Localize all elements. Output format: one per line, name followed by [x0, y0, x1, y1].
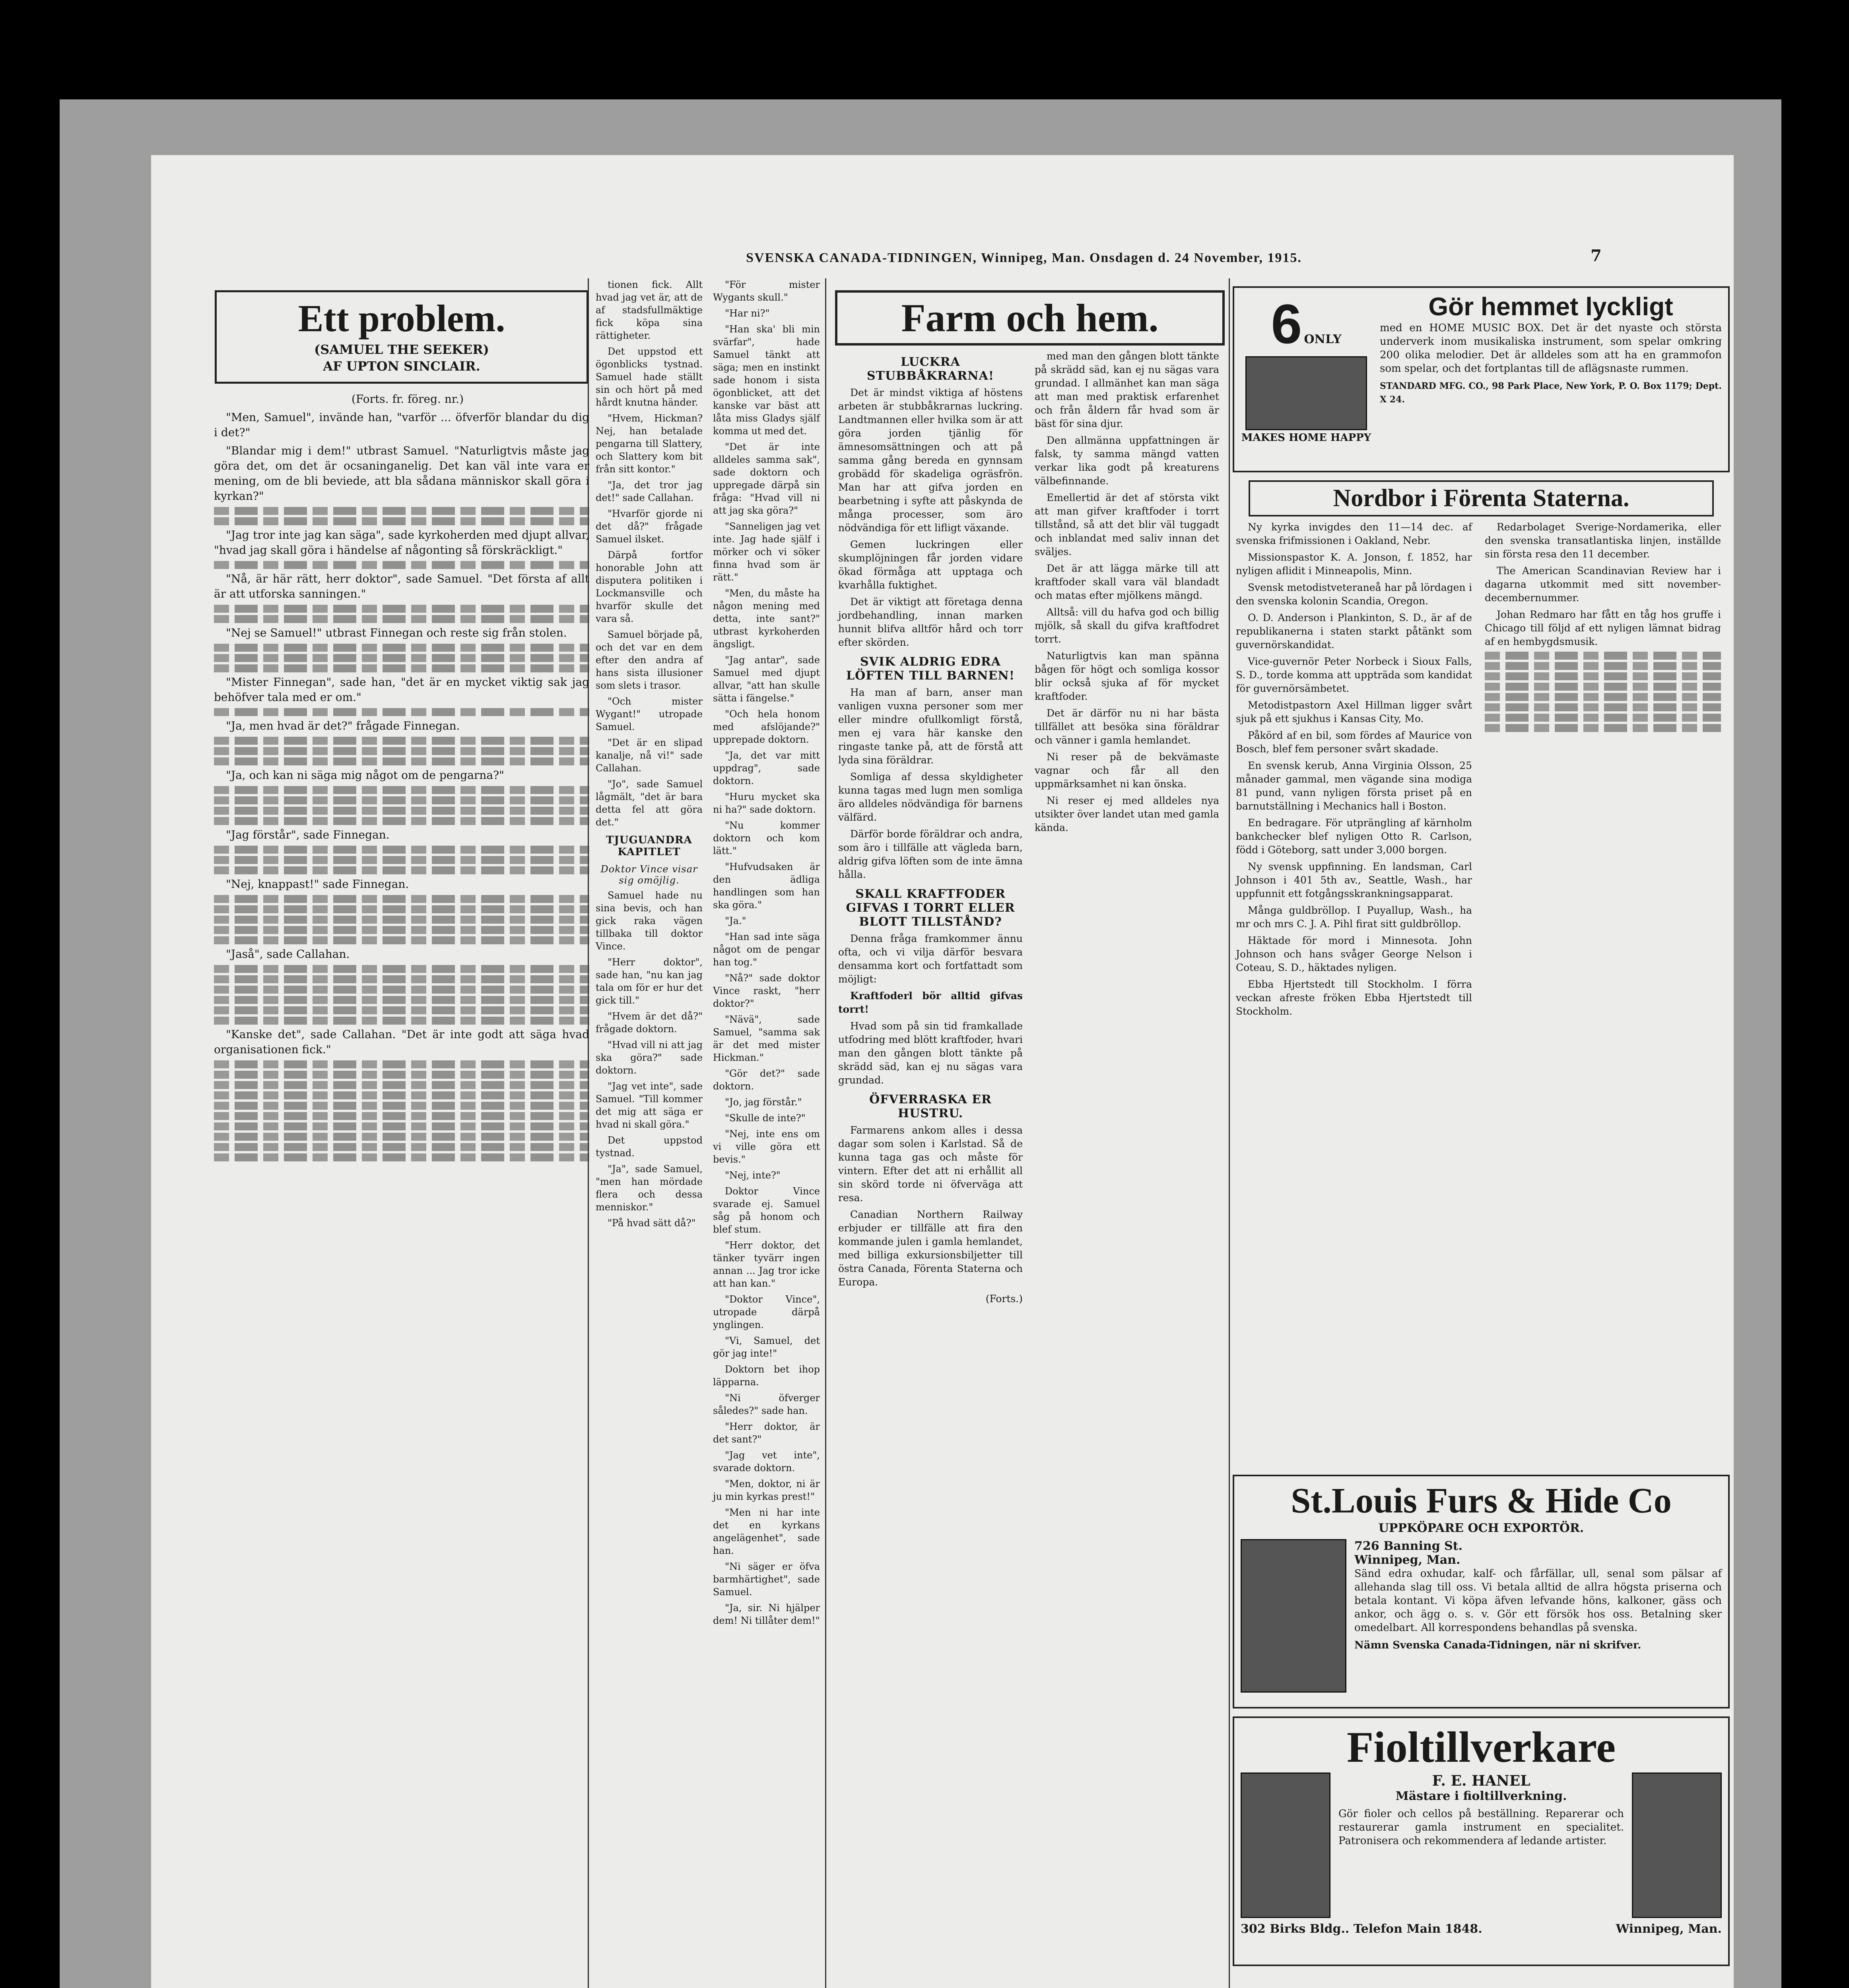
furs-body: Sänd edra oxhudar, kalf- och fårfällar, ull, senal som pälsar af allehanda slag till oss. Vi betala alltid de allra högsta priserna och betala kontant. Vi köpa äfven lefvande höns, kalkoner, gäss och ankor, och ägg o. s. v. Gör ett försök hos oss. Betalning sker omedelbart. All korrespondens behandlas på svenska. — [1354, 1568, 1722, 1634]
paragraph: "Men, Samuel", invände han, "varför ... öfverför blandar du dig i det?" — [214, 411, 589, 439]
text-line — [1485, 683, 1721, 691]
section-heading: SKALL KRAFTFODER GIFVAS I TORRT ELLER BLOTT TILLSTÅND? — [846, 887, 1015, 929]
paragraph: "Nå, är här rätt, herr doktor", sade Samuel. "Det första af allt är att utforska sanningen." — [214, 572, 589, 600]
text-line — [214, 1081, 589, 1089]
text-line — [214, 1006, 589, 1014]
paragraph: "Mister Finnegan", sade han, "det är en mycket viktig sak jag behöfver tala med er om." — [214, 676, 589, 704]
violin-footer — [1241, 1922, 1722, 1936]
paragraph: Farmarens ankom alles i dessa dagar som solen i Karlstad. Så de kunna taga gas och måste för vintern. Efter det att ni erhållit all sin skörd torde ni öfverväga att resa. — [838, 1124, 1023, 1204]
text-line — [214, 615, 589, 623]
paragraph: "Hvad vill ni att jag ska göra?" sade doktorn. — [596, 1039, 703, 1076]
paragraph: "Vi, Samuel, det gör jag inte!" — [713, 1335, 820, 1359]
text-line — [214, 747, 589, 755]
paragraph: "Jaså", sade Callahan. — [226, 947, 350, 961]
nordbor-header — [1249, 480, 1714, 516]
paragraph: "Ja, det var mitt uppdrag", sade doktorn. — [713, 750, 820, 786]
page-number: 7 — [1591, 247, 1602, 265]
text-line — [214, 561, 589, 569]
music-box-footer: STANDARD MFG. CO., 98 Park Place, New York, P. O. Box 1179; Dept. X 24. — [1380, 381, 1722, 405]
news-item: Vice-guvernör Peter Norbeck i Sioux Falls, S. D., torde komma att uppträda som kandidat för guvernörsämbetet. — [1236, 656, 1472, 694]
furs-body-row — [1241, 1539, 1722, 1693]
paragraph: Doktor Vince svarade ej. Samuel såg på honom och blef stum. — [713, 1186, 820, 1235]
paragraph: "Ni öfverger således?" sade han. — [713, 1392, 820, 1416]
news-item: Ebba Hjertstedt till Stockholm. I förra veckan afreste fröken Ebba Hjertstedt till Stockholm. — [1236, 978, 1472, 1017]
furs-text — [1354, 1539, 1722, 1693]
column-serial — [211, 278, 592, 1857]
paragraph: "Ja, det tror jag det!" sade Callahan. — [596, 480, 703, 503]
chapter-heading: TJUGUANDRA KAPITLET — [606, 834, 692, 858]
column-serial-continued-b — [710, 278, 823, 1857]
paragraph: "Det är inte alldeles samma sak", sade doktorn och uppregade därpå sin fråga: "Hvad vill ni att jag ska göra?" — [713, 441, 820, 516]
continued-marker: (Forts.) — [985, 1293, 1023, 1305]
paragraph: Det är viktigt att företaga denna jordbehandling, innan marken hunnit blifva alltför hård och torr efter skörden. — [838, 596, 1023, 648]
paragraph: Samuel började på, och det var en dem efter den andra af hans sista illusioner som slets i trasor. — [596, 629, 703, 691]
section-heading: SVIK ALDRIG EDRA LÖFTEN TILL BARNEN! — [846, 655, 1015, 683]
paragraph: "Huru mycket ska ni ha?" sade doktorn. — [713, 791, 820, 815]
text-line — [214, 817, 589, 825]
paragraph: Hvad som på sin tid framkallade utfodring med blött kraftfoder, hvari man den gången blott tänkte på skrädd säd, kan ej nu sägas vara grundad. — [838, 1020, 1023, 1086]
farm-left — [835, 349, 1026, 1309]
paragraph: Därpå fortfor honorable John att disputera politiken i Lockmansville och hvarför skulle det vara så. — [596, 549, 703, 624]
paragraph: Doktorn bet ihop läpparna. — [713, 1364, 820, 1388]
text-line — [1485, 714, 1721, 722]
paper-name: SVENSKA CANADA-TIDNINGEN, — [746, 250, 977, 265]
furs-ad — [1233, 1475, 1730, 1708]
paragraph: "Skulle de inte?" — [725, 1112, 806, 1124]
farm-right — [1031, 349, 1222, 1309]
chapter-subheading: Doktor Vince visar sig omöjlig. — [600, 864, 698, 886]
text-line — [214, 757, 589, 765]
serial-author: AF UPTON SINCLAIR. — [323, 359, 480, 374]
section-heading: ÖFVERRASKA ER HUSTRU. — [869, 1093, 992, 1120]
paragraph: Det är mindst viktiga af höstens arbeten är stubbåkrarnas luckring. Landtmannen eller hvilka som är att göra jorden tjänlig för ämnesomsättningen och att på samma gång bereda en gynnsam grobädd för skadeliga ogräsfrön. Man har att gifva jorden en bearbetning i syfte att påskynda de många processer, som äro nödvändiga för ett lifligt växande. — [838, 387, 1023, 534]
farm-columns — [835, 349, 1225, 1309]
text-line — [214, 605, 589, 613]
furs-footer: Nämn Svenska Canada-Tidningen, när ni skrifver. — [1354, 1639, 1641, 1651]
text-line — [214, 1091, 589, 1099]
violinist-picture — [1241, 1773, 1330, 1918]
paragraph: "Ja." — [725, 915, 746, 926]
music-box-right — [1380, 292, 1722, 406]
paragraph: "Herr doktor, det tänker tyvärr ingen annan ... Jag tror icke att han kan." — [713, 1240, 820, 1289]
violin-ad — [1233, 1716, 1730, 1966]
paragraph: "Nu kommer doktorn och kom lätt." — [713, 820, 820, 856]
paragraph: "Jag vet inte", sade Samuel. "Till kommer det mig att säga er hvad ni skall göra." — [596, 1081, 703, 1130]
text-line — [214, 507, 589, 515]
paragraph: "Hvem är det då?" frågade doktorn. — [596, 1011, 703, 1035]
news-item: O. D. Anderson i Plankinton, S. D., är af de republikanerna i staten starkt påtänkt som guvernörskandidat. — [1236, 612, 1472, 650]
text-line — [214, 654, 589, 662]
violin-body: Gör fioler och cellos på beställning. Reparerar och restaurerar gamla instrument en specialitet. Patronisera och rekommendera af ledande artister. — [1338, 1808, 1624, 1847]
serial-title: Ett problem. — [298, 297, 505, 340]
paragraph: "Men, du måste ha någon mening med detta, inte sant?" utbrast kyrkoherden ängsligt. — [713, 588, 820, 650]
paragraph: "Ja, men hvad är det?" frågade Finnegan. — [226, 719, 460, 732]
price-figure: 6 — [1271, 293, 1302, 355]
text-line — [214, 926, 589, 934]
text-line — [214, 737, 589, 745]
text-line — [214, 1143, 589, 1151]
text-line — [1485, 703, 1721, 711]
text-line — [1485, 724, 1721, 732]
paragraph: Det uppstod ett ögonblicks tystnad. Samuel hade ställt sin och hört på med hårdt knutna händer. — [596, 346, 703, 408]
paragraph: "Doktor Vince", utropade därpå ynglingen. — [713, 1294, 820, 1330]
column-rule — [1229, 278, 1230, 1988]
column-rule — [825, 278, 826, 1988]
text-line — [1485, 693, 1721, 701]
text-line — [214, 905, 589, 913]
music-box-left — [1241, 292, 1372, 444]
violinist-picture — [1632, 1773, 1722, 1918]
news-item: Ny kyrka invigdes den 11—14 dec. af svenska frifmissionen i Oakland, Nebr. — [1236, 521, 1472, 546]
text-line — [214, 1122, 589, 1130]
paragraph: Alltså: vill du hafva god och billig mjölk, så skall du gifva kraftfodret torrt. — [1035, 606, 1219, 645]
paragraph: Samuel hade nu sina bevis, och han gick raka vägen tillbaka till doktor Vince. — [596, 890, 703, 952]
news-item: Missionspastor K. A. Jonson, f. 1852, har nyligen aflidit i Minneapolis, Minn. — [1236, 551, 1472, 577]
paragraph: "Nävä", sade Samuel, "samma sak är det med mister Hickman." — [713, 1014, 820, 1063]
place-date: Winnipeg, Man. Onsdagen d. 24 November, 1915. — [981, 250, 1302, 265]
news-item: Många guldbröllop. I Puyallup, Wash., ha mr och mrs C. J. A. Pihl firat sitt guldbröllop. — [1236, 905, 1472, 930]
text-line — [1485, 652, 1721, 660]
news-item: En bedragare. För utprängling af kärnholm bankchecker blef nyligen Otto R. Carlson, född i Göteborg, satt under 3,000 borgen. — [1236, 817, 1472, 856]
paragraph: "Ni säger er öfva barmhärtighet", sade Samuel. — [713, 1561, 820, 1598]
paragraph: Naturligtvis kan man spänna bågen för högt och somliga kossor blir också sjuka af för mycket kraftfoder. — [1035, 650, 1219, 702]
paragraph: Emellertid är det af största vikt att man gifver kraftfoder i torrt tillstånd, så att det blir väl tuggadt och inblandat med saliv innan det sväljes. — [1035, 492, 1219, 557]
paragraph: "Nå?" sade doktor Vince raskt, "herr doktor?" — [713, 973, 820, 1009]
paragraph: Gemen luckringen eller skumplöjningen får jorden vidare ökad förmåga att upptaga och kvarhålla fuktighet. — [838, 539, 1023, 591]
text-line — [214, 965, 589, 973]
paragraph: "Ja, och kan ni säga mig något om de pengarna?" — [226, 769, 504, 782]
text-line — [214, 664, 589, 672]
paragraph: "Herr doktor, är det sant?" — [713, 1421, 820, 1445]
text-line — [1485, 662, 1721, 670]
violin-title: Fioltillverkare — [1346, 1723, 1616, 1771]
text-line — [214, 796, 589, 804]
paragraph: "Nej, inte?" — [725, 1170, 781, 1181]
column-farm — [835, 278, 1225, 1857]
news-item: En svensk kerub, Anna Virginia Olsson, 25 månader gammal, men vägande sina modiga 81 pund, vann nyligen första priset på en barnutställning i Mechanics hall i Boston. — [1236, 760, 1472, 812]
paragraph: Därför borde föräldrar och andra, som äro i tillfälle att vägleda barn, aldrig gifva löften som de inte ämna hålla. — [838, 828, 1023, 880]
paragraph: "Har ni?" — [725, 308, 770, 319]
paragraph: "Jag förstår", sade Finnegan. — [226, 828, 390, 841]
news-item: Svensk metodistveteraneå har på lördagen i den svenska kolonin Scandia, Oregon. — [1236, 582, 1472, 607]
paragraph: Ni reser på de bekvämaste vagnar och får all den uppmärksamhet ni kan önska. — [1035, 751, 1219, 790]
paragraph: "Jo", sade Samuel lågmält, "det är bara detta fel att göra det." — [596, 779, 703, 828]
text-line — [214, 986, 589, 994]
paragraph: med man den gången blott tänkte på skrädd säd, kan ej nu sägas vara grundad. I allmänhet kan man säga att man med praktisk erfarenhet och från åldern får hvad som är bäst för sina djur. — [1035, 350, 1219, 429]
paragraph: "Och hela honom med afslöjande?" upprepade doktorn. — [713, 709, 820, 745]
paragraph: "Hvarför gjorde ni det då?" frågade Samuel ilsket. — [596, 508, 703, 545]
furs-city: Winnipeg, Man. — [1354, 1553, 1461, 1567]
serial-subtitle: (SAMUEL THE SEEKER) — [314, 342, 489, 357]
text-line — [214, 856, 589, 864]
news-item: Ny svensk uppfinning. En landsman, Carl Johnson i 401 5th av., Seattle, Wash., har uppfunnit ett fotgångsskrankningsapparat. — [1236, 861, 1472, 899]
nordbor-columns — [1233, 520, 1730, 1467]
continued-note: (Forts. fr. föreg. nr.) — [351, 392, 464, 406]
farm-header — [835, 290, 1225, 346]
text-line — [214, 1102, 589, 1110]
paragraph: "Ja", sade Samuel, "men han mördade flera och dessa menniskor." — [596, 1163, 703, 1213]
text-line — [214, 1153, 589, 1161]
paragraph: Canadian Northern Railway erbjuder er tillfälle att fira den kommande julen i gamla hemlandet, med billiga exkursionsbiljetter till östra Canada, Förenta Staterna och Europa. — [838, 1209, 1023, 1288]
paragraph: Ha man af barn, anser man vanligen vuxna personer som mer eller mindre ofullkomligt förstå, men ej vara här kanske den ringaste tanke på, att de förstå att lyda sina föräldrar. — [838, 687, 1023, 766]
text-line — [214, 916, 589, 924]
paragraph: "Det är en slipad kanalje, nå vi!" sade Callahan. — [596, 737, 703, 774]
column-right — [1233, 278, 1730, 1936]
music-box-headline: Gör hemmet lyckligt — [1428, 292, 1673, 321]
paragraph: "Nej se Samuel!" utbrast Finnegan och reste sig från stolen. — [226, 626, 567, 639]
furs-title: St.Louis Furs & Hide Co — [1291, 1481, 1672, 1520]
violin-text — [1338, 1773, 1624, 1848]
text-line — [214, 1112, 589, 1120]
text-line — [214, 936, 589, 944]
text-line — [214, 786, 589, 794]
paragraph: "Och mister Wygant!" utropade Samuel. — [596, 696, 703, 732]
paragraph: "Herr doktor", sade han, "nu kan jag tala om för er hur det gick till." — [596, 957, 703, 1006]
text-line — [1485, 672, 1721, 680]
text-line — [214, 866, 589, 874]
paragraph: "Jag tror inte jag kan säga", sade kyrkoherden med djupt allvar, "hvad jag skall göra i händelse af någonting så förskräckligt." — [214, 528, 589, 557]
text-line — [214, 517, 589, 525]
text-line — [214, 708, 589, 716]
music-box-body: med en HOME MUSIC BOX. Det är det nyaste och största underverk inom musikaliska instrument, som spelar omkring 200 olika melodier. Det är alldeles som att ha en grammofon som spelar, och det fortplantas till de aflägsnaste rummen. — [1380, 322, 1722, 375]
paragraph: "Sanneligen jag vet inte. Jag hade själf i mörker och vi söker finna hvad som är rätt." — [713, 521, 820, 583]
violin-tagline: Mästare i fioltillverkning. — [1395, 1789, 1567, 1803]
paragraph: "Jag antar", sade Samuel med djupt allvar, "att han skulle sätta i fängelse." — [713, 654, 820, 704]
news-item: Påkörd af en bil, som fördes af Maurice von Bosch, blef fem personer svårt skadade. — [1236, 730, 1472, 755]
violin-city: Winnipeg, Man. — [1616, 1922, 1722, 1936]
paragraph: "För mister Wygants skull." — [713, 279, 820, 303]
text-line — [214, 895, 589, 903]
violin-address: 302 Birks Bldg.. Telefon Main 1848. — [1241, 1922, 1482, 1936]
picture-label: MAKES HOME HAPPY — [1241, 432, 1371, 444]
paragraph: "Nej, knappast!" sade Finnegan. — [226, 878, 409, 891]
paragraph: "Gör det?" sade doktorn. — [713, 1068, 820, 1092]
price-only: ONLY — [1304, 332, 1342, 346]
text-line — [214, 1133, 589, 1141]
nordbor-title: Nordbor i Förenta Staterna. — [1333, 485, 1630, 512]
section-heading: LUCKRA STUBBÅKRARNA! — [866, 355, 994, 383]
text-line — [214, 975, 589, 983]
column-serial-continued — [592, 278, 706, 1857]
furs-subtitle: UPPKÖPARE OCH EXPORTÖR. — [1378, 1521, 1584, 1535]
serial-header — [215, 290, 588, 384]
paragraph: Den allmänna uppfattningen är falsk, ty samma mängd vatten verkar lika godt på kreaturens välbefinnande. — [1035, 435, 1219, 487]
paragraph: Kraftfoderl bör alltid gifvas torrt! — [838, 990, 1023, 1015]
paragraph: Denna fråga framkommer ännu ofta, och vi vilja därför besvara densamma kort och fortfattadt som möjligt: — [838, 933, 1023, 985]
furs-address: 726 Banning St. — [1354, 1539, 1463, 1553]
paragraph: "Han sad inte säga något om de pengar han tog." — [713, 931, 820, 968]
paragraph: "Men ni har inte det en kyrkans angelägenhet", sade han. — [713, 1507, 820, 1556]
text-line — [214, 996, 589, 1004]
violin-body-row — [1241, 1773, 1722, 1918]
paragraph: Det uppstod tystnad. — [596, 1135, 703, 1159]
paragraph: Ni reser ej med alldeles nya utsikter över landet utan med gamla kända. — [1035, 795, 1219, 833]
text-line — [214, 1071, 589, 1079]
text-line — [214, 1060, 589, 1068]
paragraph: tionen fick. Allt hvad jag vet är, att de af stadsfullmäktige fick köpa sina rättigheter. — [596, 279, 703, 341]
news-item: Metodistpastorn Axel Hillman ligger svårt sjuk på ett sjukhus i Kansas City, Mo. — [1236, 699, 1472, 724]
nordbor-right — [1482, 520, 1724, 1467]
text-line — [214, 644, 589, 652]
paragraph: "Kanske det", sade Callahan. "Det är inte godt att säga hvad organisationen fick." — [214, 1028, 589, 1056]
paragraph: "Han ska' bli min svärfar", hade Samuel tänkt att säga; men en instinkt sade honom i sista ögonblicket, att det kanske var bäst att låta miss Gladys själf komma ut med det. — [713, 324, 820, 437]
paragraph: "På hvad sätt då?" — [608, 1217, 696, 1229]
text-line — [214, 1017, 589, 1025]
music-box-ad — [1233, 286, 1730, 472]
news-item: The American Scandinavian Review har i dagarna utkommit med sitt november-decembernummer. — [1485, 565, 1721, 604]
paragraph: Somliga af dessa skyldigheter kunna tagas med lugn men somliga äro alldeles nödvändiga för barnens välfärd. — [838, 771, 1023, 823]
paragraph: "Men, doktor, ni är ju min kyrkas prest!" — [713, 1478, 820, 1502]
nordbor-left — [1233, 520, 1475, 1467]
news-item: Häktade för mord i Minnesota. John Johnson och hans svåger George Nelson i Coteau, S. D., häktades nyligen. — [1236, 935, 1472, 973]
paragraph: "Ja, sir. Ni hjälper dem! Ni tillåter dem!" — [713, 1602, 820, 1626]
paragraph: "Nej, inte ens om vi ville göra ett bevis." — [713, 1128, 820, 1165]
paragraph: "Jag vet inte", svarade doktorn. — [713, 1450, 820, 1474]
paragraph: "Jo, jag förstår." — [725, 1097, 802, 1108]
music-box-picture — [1245, 356, 1367, 430]
farm-title: Farm och hem. — [901, 296, 1159, 340]
fox-picture — [1241, 1539, 1346, 1693]
paragraph: Det är att lägga märke till att kraftfoder skall vara väl blandadt och matas efter mjölkens mängd. — [1035, 563, 1219, 601]
violin-name: F. E. HANEL — [1432, 1773, 1530, 1789]
paragraph: "Blandar mig i dem!" utbrast Samuel. "Naturligtvis måste jag göra det, om det är ocsaninganelig. Det kan väl inte vara er mening, om de bli beviede, att bla sådana människor skall göra i kyrkan?" — [214, 444, 589, 503]
running-head — [437, 250, 1610, 274]
news-item: Johan Redmaro har fått en tåg hos gruffe i Chicago till följd af ett nyligen lämnat bidrag af en hembygdsmusik. — [1485, 609, 1721, 647]
text-line — [214, 846, 589, 854]
paragraph: "Hvem, Hickman? Nej, han betalade pengarna till Slattery, och Slattery kom bit från sitt kontor." — [596, 413, 703, 475]
paragraph: "Hufvudsaken är den ädliga handlingen som han ska göra." — [713, 861, 820, 911]
paragraph: Det är därför nu ni har bästa tillfället att besöka sina föräldrar och vänner i gamla hemlandet. — [1035, 707, 1219, 746]
text-line — [214, 807, 589, 815]
news-item: Redarbolaget Sverige-Nordamerika, eller den svenska transatlantiska linjen, inställde sin första resa den 11 december. — [1485, 521, 1721, 560]
